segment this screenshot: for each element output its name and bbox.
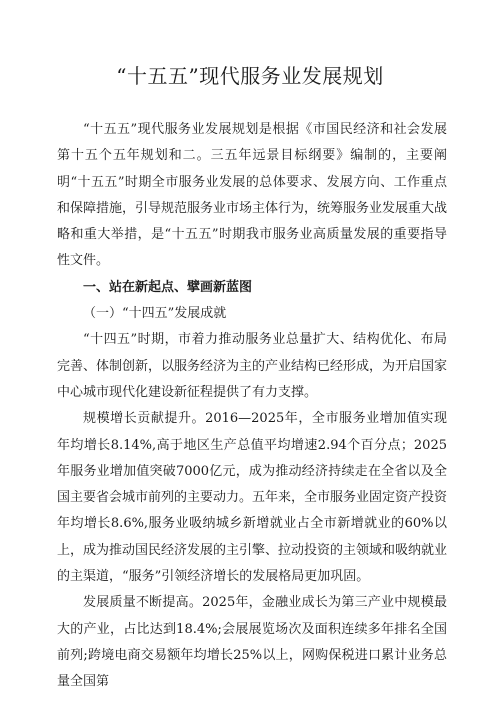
section-heading: 一、站在新起点、擘画新蓝图 [83, 279, 253, 295]
quality-paragraph: 发展质量不断提高。2025年，金融业成长为第三产业中规模最大的产业，占比达到18.4%;会展展览场次及面积连续多年排名全国前列;跨境电商交易额年均增长25%以上，网购保税进口累计业务总量全国第 [57, 595, 447, 690]
intro-paragraph: “十五五”现代服务业发展规划是根据《市国民经济和社会发展第十五个五年规划和二。三五年远景目标纲要》编制的，主要阐明“十五五”时期全市服务业发展的总体要求、发展方向、工作重点和保障措施，引导规范服务业市场主体行为，统筹服务业发展重大战略和重大举措，是“十五五”时期我市服务业高质量发展的重要指导性文件。 [57, 122, 448, 269]
document-title: “十五五”现代服务业发展规划 [116, 64, 384, 88]
achievements-paragraph: “十四五”时期，市着力推动服务业总量扩大、结构优化、布局完善、体制创新，以服务经济为主的产业结构已经形成，为开启国家中心城市现代化建设新征程提供了有力支撑。 [57, 332, 448, 400]
document-body [57, 117, 447, 696]
subsection-heading: （一）“十四五”发展成就 [83, 306, 227, 322]
scale-growth-paragraph: 规模增长贡献提升。2016—2025年，全市服务业增加值实现年均增长8.14%,高于地区生产总值平均增速2.94个百分点；2025年服务业增加值突破7000亿元，成为推动经济持续走在全省以及全国主要省会城市前列的主要动力。五年来，全市服务业固定资产投资年均增长8.6%,服务业吸纳城乡新增就业占全市新增就业的60%以上，成为推动国民经济发展的主引擎、拉动投资的主领域和吸纳就业的主渠道，“服务”引领经济增长的发展格局更加巩固。 [57, 411, 448, 585]
